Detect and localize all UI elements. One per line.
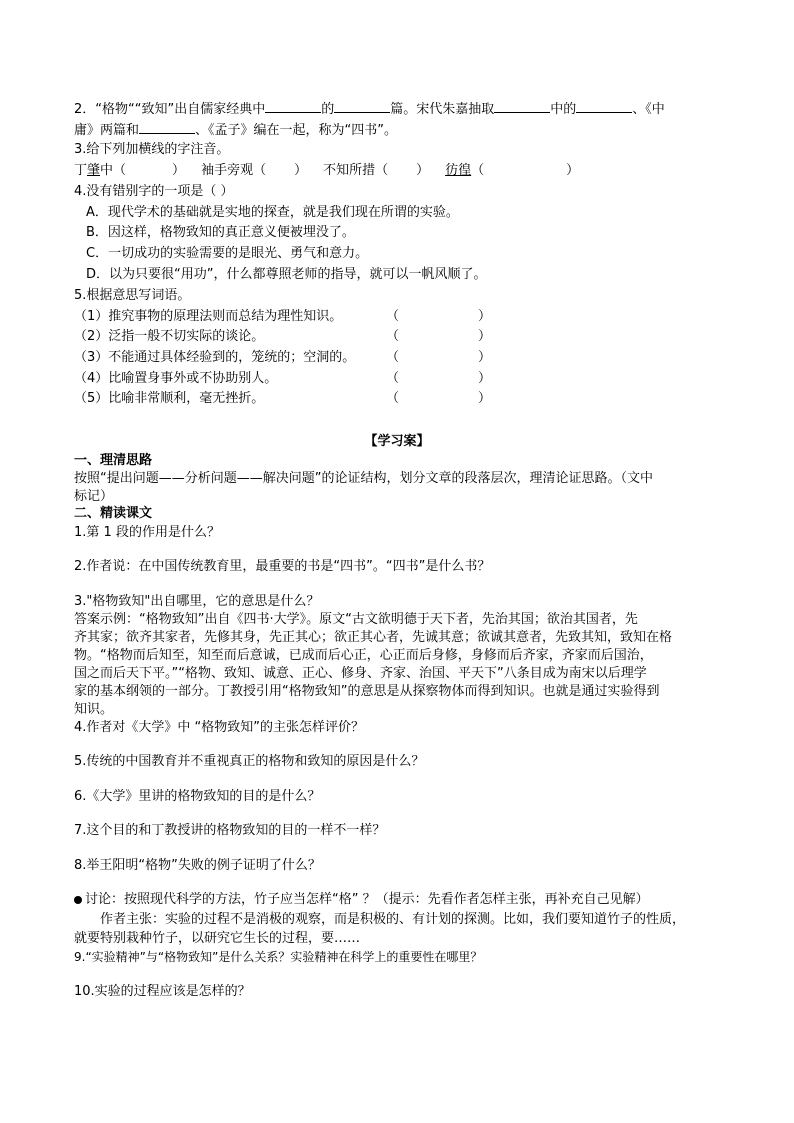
question-3-title: 3.给下列加横线的字注音。 [74, 142, 230, 157]
answer-line-4: 国之而后天下平。”“格物、致知、诚意、正心、修身、齐家、治国、平天下”八条目成为南宋以后理学 [74, 666, 647, 681]
question-4-option-d[interactable]: D．以为只要很“用功”，什么都尊照老师的指导，就可以一帆风顺了。 [86, 267, 487, 282]
question-4-option-a[interactable]: A．现代学术的基础就是实地的探查，就是我们现在所谓的实验。 [86, 205, 459, 220]
question-3-items: 丁肇中（ ） 袖手旁观（ ） 不知所措（ ） 彷徨（ ） [74, 163, 580, 178]
part-2-question-8: 8.举王阳明“格物”失败的例子证明了什么？ [74, 858, 321, 873]
part-2-question-7: 7.这个目的和丁教授讲的格物致知的目的一样不一样？ [74, 823, 386, 838]
answer-line-3: 物。“格物而后知至，知至而后意诚，已成而后心正，心正而后身修，身修而后齐家，齐家而后国治， [74, 648, 653, 663]
part-2-question-3: 3."格物致知"出自哪里，它的意思是什么？ [74, 594, 320, 609]
question-5-item-3: （3）不能通过具体经验到的，笼统的；空洞的。 [74, 350, 356, 365]
bullet-icon [74, 896, 82, 904]
answer-open-paren: （ [386, 391, 400, 406]
answer-close-paren: ） [478, 391, 492, 406]
discussion-line: 讨论：按照现代科学的方法，竹子应当怎样“格” ？（提示：先看作者怎样主张，再补充自己见解） [74, 890, 649, 910]
answer-close-paren: ） [478, 309, 492, 324]
fill-blank[interactable] [576, 98, 632, 113]
question-4-option-b[interactable]: B．因这样，格物致知的真正意义便被埋没了。 [86, 225, 355, 240]
fill-blank[interactable] [139, 119, 195, 134]
author-view-line-1: 作者主张：实验的过程不是消极的观察，而是积极的、有计划的探测。比如，我们要知道竹子的性质， [100, 912, 686, 927]
question-5-item-5: （5）比喻非常顺利，毫无挫折。 [74, 391, 265, 406]
answer-open-paren: （ [386, 350, 400, 365]
question-4-title: 4.没有错别字的一项是（ ） [74, 184, 234, 199]
answer-line-6: 知识。 [74, 702, 114, 717]
answer-line-2: 齐其家；欲齐其家者，先修其身，先正其心；欲正其心者，先诚其意；欲诚其意者，先致其知，致知在格 [74, 630, 673, 645]
section-title: 【学习案】 [364, 434, 430, 449]
answer-close-paren: ） [478, 350, 492, 365]
question-5-item-1: （1）推究事物的原理法则而总结为理性知识。 [74, 309, 343, 324]
answer-open-paren: （ [386, 329, 400, 344]
question-2-line-2: 庸》两篇和 、《孟子》编在一起，称为“四书”。 [74, 119, 397, 141]
answer-line-5: 家的基本纲领的一部分。丁教授引用“格物致知”的意思是从探察物体而得到知识。也就是通过实验得到 [74, 684, 660, 699]
part-2-question-10: 10.实验的过程应该是怎样的？ [74, 984, 251, 999]
part-2-question-9: 9.“实验精神”与“格物致知”是什么关系？实验精神在科学上的重要性在哪里？ [74, 950, 483, 964]
author-view-line-2: 就要特别栽种竹子，以研究它生长的过程，要…… [74, 931, 361, 946]
part-1-heading: 一、理清思路 [74, 453, 153, 468]
question-5-title: 5.根据意思写词语。 [74, 288, 191, 303]
question-2-line-1: 2．“格物““致知”出自儒家经典中 的 篇。宋代朱嘉抽取 中的 、《中 [74, 98, 665, 120]
part-2-question-4: 4.作者对《大学》中 “格物致知”的主张怎样评价？ [74, 720, 365, 735]
question-5-item-2: （2）泛指一般不切实际的谈论。 [74, 329, 265, 344]
question-4-option-c[interactable]: C．一切成功的实验需要的是眼光、勇气和意力。 [86, 246, 369, 261]
part-2-question-2: 2.作者说：在中国传统教育里，最重要的书是“四书”。“四书”是什么书？ [74, 559, 491, 574]
part-2-question-6: 6.《大学》里讲的格物致知的目的是什么？ [74, 789, 321, 804]
answer-open-paren: （ [386, 309, 400, 324]
fill-blank[interactable] [265, 98, 321, 113]
answer-line-1: 答案示例：“格物致知”出自《四书·大学》。原文“古文欲明德于天下者，先治其国；欲治其国者，先 [74, 612, 638, 627]
answer-open-paren: （ [386, 371, 400, 386]
fill-blank[interactable] [334, 98, 390, 113]
part-1-text-line-2: 标记） [74, 489, 114, 504]
part-2-question-5: 5.传统的中国教育并不重视真正的格物和致知的原因是什么？ [74, 754, 425, 769]
answer-close-paren: ） [478, 371, 492, 386]
question-5-item-4: （4）比喻置身事外或不协助别人。 [74, 371, 278, 386]
fill-blank[interactable] [494, 98, 550, 113]
part-2-heading: 二、精读课文 [74, 506, 153, 521]
answer-close-paren: ） [478, 329, 492, 344]
part-2-question-1: 1.第 1 段的作用是什么？ [74, 525, 220, 540]
part-1-text-line-1: 按照“提出问题——分析问题——解决问题”的论证结构，划分文章的段落层次，理清论证思路。（文中 [74, 471, 653, 486]
